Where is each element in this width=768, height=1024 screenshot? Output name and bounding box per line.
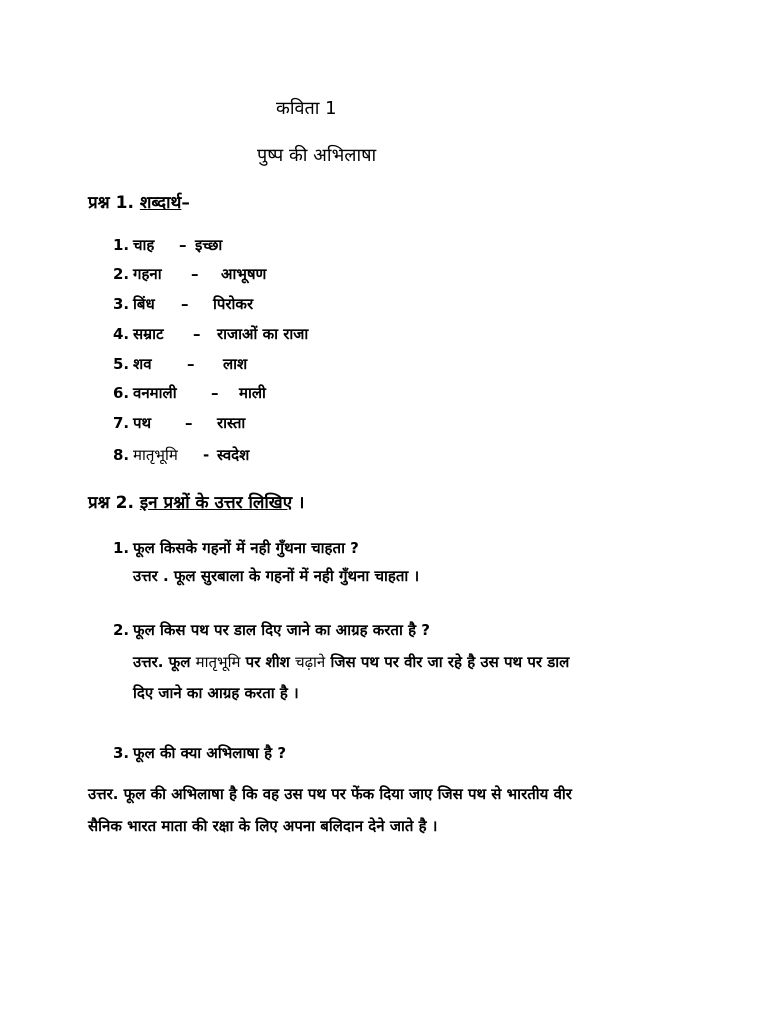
question-number: 3.	[113, 744, 130, 762]
vocab-meaning: इच्छा	[195, 236, 223, 254]
vocab-number: 1.	[113, 236, 130, 254]
vocab-dash: –	[211, 384, 219, 402]
vocab-dash: –	[179, 236, 187, 254]
question-number: 2.	[113, 621, 130, 639]
vocab-meaning: रास्ता	[217, 414, 246, 432]
answer-3-line-1: उत्तर. फूल की अभिलाषा है कि वह उस पथ पर फेंक दिया जाए जिस पथ से भारतीय वीर	[88, 785, 572, 803]
question-2-label: इन प्रश्नों के उत्तर लिखिए	[139, 493, 293, 513]
question-2-suffix: ।	[298, 493, 305, 513]
vocab-meaning: माली	[239, 384, 266, 402]
vocab-item-3	[113, 294, 253, 314]
vocab-item-5	[113, 354, 247, 374]
question-1-prefix: प्रश्न 1.	[88, 193, 134, 213]
vocab-dash: –	[191, 265, 199, 283]
vocab-term: चाह	[133, 236, 155, 254]
vocab-term: वनमाली	[133, 384, 177, 402]
sub-question-1	[113, 538, 359, 558]
question-2-prefix: प्रश्न 2.	[88, 493, 134, 513]
vocab-item-6	[113, 383, 266, 403]
question-text: फूल की क्या अभिलाषा है ?	[133, 744, 287, 762]
question-1-suffix: –	[181, 193, 190, 213]
vocab-meaning: स्वदेश	[217, 446, 250, 464]
vocab-item-4	[113, 324, 308, 344]
sub-question-3	[113, 743, 286, 763]
vocab-dash: –	[185, 414, 193, 432]
vocab-item-8	[113, 445, 249, 465]
vocab-dash: –	[187, 355, 195, 373]
vocab-meaning: लाश	[223, 355, 248, 373]
vocab-number: 8.	[113, 446, 130, 464]
answer-text: चढ़ाने	[295, 653, 326, 671]
vocab-item-2	[113, 264, 266, 284]
vocab-number: 7.	[113, 414, 130, 432]
answer-text: पर शीश	[245, 653, 290, 671]
vocab-term: गहना	[133, 265, 162, 283]
vocab-term: सम्राट	[133, 325, 164, 343]
question-text: फूल किस पथ पर डाल दिए जाने का आग्रह करता है ?	[133, 621, 430, 639]
vocab-number: 2.	[113, 265, 130, 283]
answer-3-line-2: सैनिक भारत माता की रक्षा के लिए अपना बलिदान देने जाते है ।	[88, 817, 438, 835]
vocab-number: 3.	[113, 295, 130, 313]
sub-question-2	[113, 620, 430, 640]
vocab-meaning: पिरोकर	[213, 295, 254, 313]
answer-1: उत्तर . फूल सुरबाला के गहनों में नही गुँथना चाहता ।	[133, 567, 420, 585]
question-1-label: शब्दार्थ	[139, 193, 182, 213]
question-1-heading	[88, 190, 190, 213]
vocab-term: बिंध	[133, 295, 155, 313]
question-text: फूल किसके गहनों में नही गुँथना चाहता ?	[133, 539, 359, 557]
vocab-dash: –	[181, 295, 189, 313]
vocab-number: 6.	[113, 384, 130, 402]
vocab-item-7	[113, 413, 245, 433]
vocab-term: शव	[133, 355, 152, 373]
vocab-number: 5.	[113, 355, 130, 373]
vocab-item-1	[113, 235, 222, 255]
vocab-term: मातृभूमि	[133, 446, 178, 464]
vocab-term: पथ	[133, 414, 152, 432]
vocab-meaning: आभूषण	[221, 265, 267, 283]
question-number: 1.	[113, 539, 130, 557]
poem-title: पुष्प की अभिलाषा	[257, 145, 377, 166]
question-2-heading	[88, 490, 304, 513]
vocab-number: 4.	[113, 325, 130, 343]
vocab-dash: -	[203, 446, 210, 464]
vocab-dash: –	[193, 325, 201, 343]
vocab-meaning: राजाओं का राजा	[217, 325, 309, 343]
answer-text: उत्तर. फूल	[133, 653, 191, 671]
answer-text: जिस पथ पर वीर जा रहे है उस पथ पर डाल	[330, 653, 570, 671]
poem-number-title: कविता 1	[276, 98, 337, 119]
answer-2-line-2: दिए जाने का आग्रह करता है ।	[133, 684, 299, 702]
answer-2-line-1	[133, 652, 569, 672]
answer-text: मातृभूमि	[195, 653, 241, 671]
